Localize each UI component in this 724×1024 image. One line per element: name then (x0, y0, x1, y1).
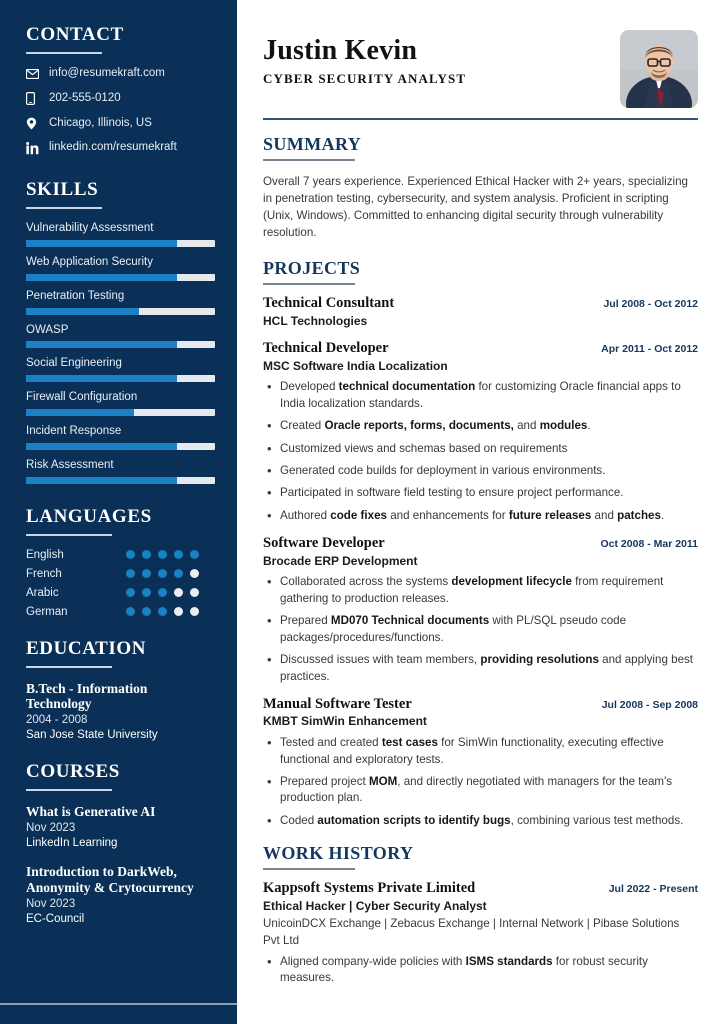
education-heading: EDUCATION (26, 637, 147, 659)
level-dot (190, 588, 199, 597)
contact-section (26, 24, 215, 155)
main-content (237, 0, 724, 1024)
language-level-dots (126, 607, 199, 616)
languages-heading: LANGUAGES (26, 505, 152, 527)
sidebar (0, 0, 237, 1024)
skill-progress-track (26, 341, 215, 348)
contact-item-linkedin[interactable] (26, 141, 215, 155)
skill-progress-track (26, 308, 215, 315)
level-dot (158, 607, 167, 616)
course-provider: EC-Council (26, 912, 85, 925)
language-label: German (26, 605, 68, 618)
skill-progress-fill (26, 240, 177, 247)
courses-list (26, 804, 215, 927)
education-school: San Jose State University (26, 729, 158, 742)
courses-heading: COURSES (26, 761, 120, 783)
entry-header (263, 535, 698, 552)
bullet-item: • Prepared project MOM, and directly negotiated with managers for the team's production plan. (280, 774, 698, 807)
skill-label: Firewall Configuration (26, 391, 138, 404)
bullet-item: • Authored code fixes and enhancements for future releases and patches. (280, 508, 698, 524)
work-role: Ethical Hacker | Cyber Security Analyst (263, 898, 487, 913)
skill-item (26, 425, 215, 450)
language-label: French (26, 567, 62, 580)
language-item (26, 568, 215, 580)
courses-section (26, 761, 215, 927)
work-entry (263, 880, 698, 986)
entry-date: Apr 2011 - Oct 2012 (601, 343, 698, 356)
skills-heading: SKILLS (26, 179, 99, 201)
projects-heading-rule (263, 283, 355, 285)
education-degree: B.Tech - Information Technology (26, 680, 148, 712)
course-title: What is Generative AI (26, 804, 156, 820)
entry-date: Jul 2008 - Sep 2008 (601, 699, 698, 712)
bullet-item: • Developed technical documentation for customizing Oracle financial apps to India localization standards. (280, 379, 698, 412)
bullet-item: • Aligned company-wide policies with ISMS standards for robust security measures. (280, 954, 698, 987)
project-entry (263, 295, 698, 329)
project-role: Technical Developer (263, 340, 389, 357)
skill-item (26, 459, 215, 484)
level-dot (126, 588, 135, 597)
language-item (26, 606, 215, 618)
skill-label: Web Application Security (26, 255, 153, 268)
languages-heading-rule (26, 534, 112, 536)
level-dot (174, 569, 183, 578)
skill-label: Penetration Testing (26, 289, 125, 302)
summary-heading: SUMMARY (263, 134, 362, 154)
avatar (620, 30, 698, 108)
contact-linkedin-text: linkedin.com/resumekraft (49, 141, 177, 154)
summary-heading-rule (263, 159, 355, 161)
skill-item (26, 391, 215, 416)
mobile-phone-icon (26, 92, 43, 105)
project-entry (263, 340, 698, 524)
skill-item (26, 256, 215, 281)
work-company: Kappsoft Systems Private Limited (263, 880, 476, 897)
skill-label: OWASP (26, 323, 69, 336)
resume-header (263, 22, 698, 108)
project-org: Brocade ERP Development (263, 553, 418, 568)
project-entry (263, 696, 698, 829)
skill-progress-track (26, 409, 215, 416)
skill-item (26, 357, 215, 382)
skill-item (26, 222, 215, 247)
course-item (26, 864, 215, 927)
level-dot (190, 569, 199, 578)
skill-item (26, 324, 215, 349)
bullet-item: • Customized views and schemas based on requirements (280, 441, 698, 457)
skill-progress-track (26, 240, 215, 247)
level-dot (158, 569, 167, 578)
work-history-list (263, 880, 698, 986)
bullet-item: • Created Oracle reports, forms, documents, and modules. (280, 418, 698, 434)
projects-list (263, 295, 698, 829)
page-break-line (0, 1003, 237, 1005)
bullet-item: • Discussed issues with team members, providing resolutions and applying best practices. (280, 652, 698, 685)
projects-heading: PROJECTS (263, 258, 361, 279)
education-item (26, 681, 215, 744)
language-label: English (26, 548, 64, 561)
skill-progress-fill (26, 274, 177, 281)
skills-section (26, 179, 215, 483)
level-dot (158, 550, 167, 559)
entry-header (263, 696, 698, 713)
education-list (26, 681, 215, 744)
skills-heading-rule (26, 207, 102, 209)
contact-item-phone[interactable] (26, 92, 215, 106)
entry-header (263, 340, 698, 357)
education-heading-rule (26, 666, 112, 668)
skill-progress-track (26, 274, 215, 281)
job-title: CYBER SECURITY ANALYST (263, 70, 467, 86)
language-item (26, 587, 215, 599)
languages-section (26, 506, 215, 618)
skill-progress-track (26, 443, 215, 450)
bullet-item: • Generated code builds for deployment in various environments. (280, 463, 698, 479)
level-dot (142, 588, 151, 597)
bullet-item: • Tested and created test cases for SimWin functionality, executing effective functional and exploratory tests. (280, 735, 698, 768)
skill-label: Incident Response (26, 424, 122, 437)
entry-bullet-list (263, 379, 698, 524)
courses-heading-rule (26, 789, 112, 791)
project-org: KMBT SimWin Enhancement (263, 714, 427, 729)
entry-header (263, 295, 698, 312)
skill-item (26, 290, 215, 315)
contact-location-text: Chicago, Illinois, US (49, 116, 152, 129)
language-level-dots (126, 588, 199, 597)
summary-text: Overall 7 years experience. Experienced Ethical Hacker with 2+ years, specializing in penetration testing, cybersecurity, and system analysis. Proficient in scripting (Unix, Windows). Committed to enhancing digital security through vulnerability resolution. (263, 174, 688, 240)
level-dot (190, 550, 199, 559)
skill-progress-fill (26, 477, 177, 484)
summary-section (263, 134, 698, 241)
entry-bullet-list (263, 735, 698, 829)
entry-date: Jul 2022 - Present (608, 883, 698, 896)
education-section (26, 638, 215, 744)
entry-bullet-list (263, 574, 698, 685)
skill-progress-fill (26, 375, 177, 382)
contact-list (26, 67, 215, 155)
course-title: Introduction to DarkWeb, Anonymity & Crytocurrency (26, 864, 194, 895)
education-years: 2004 - 2008 (26, 714, 88, 727)
entry-date: Jul 2008 - Oct 2012 (603, 298, 698, 311)
work-history-heading: WORK HISTORY (263, 843, 414, 864)
level-dot (126, 550, 135, 559)
contact-email-text: info@resumekraft.com (49, 67, 165, 79)
header-divider (263, 118, 698, 120)
work-history-section (263, 843, 698, 986)
linkedin-icon (26, 142, 43, 155)
page-title: Justin Kevin (263, 35, 418, 66)
skill-label: Vulnerability Assessment (26, 222, 154, 235)
level-dot (142, 550, 151, 559)
envelope-icon (26, 69, 43, 79)
project-org: HCL Technologies (263, 313, 368, 328)
skill-progress-fill (26, 308, 139, 315)
work-history-heading-rule (263, 868, 355, 870)
course-date: Nov 2023 (26, 897, 76, 910)
bullet-item: • Coded automation scripts to identify bugs, combining various test methods. (280, 813, 698, 829)
project-role: Technical Consultant (263, 295, 395, 312)
skill-progress-track (26, 375, 215, 382)
skill-label: Social Engineering (26, 357, 122, 370)
skills-list (26, 222, 215, 483)
level-dot (142, 607, 151, 616)
level-dot (174, 607, 183, 616)
contact-phone-text: 202-555-0120 (49, 91, 121, 104)
contact-item-email[interactable] (26, 67, 215, 81)
contact-item-location[interactable] (26, 117, 215, 131)
projects-section (263, 258, 698, 829)
location-pin-icon (26, 117, 43, 130)
skill-progress-fill (26, 341, 177, 348)
project-role: Software Developer (263, 535, 385, 552)
language-label: Arabic (26, 586, 59, 599)
language-level-dots (126, 569, 199, 578)
level-dot (126, 569, 135, 578)
language-level-dots (126, 550, 199, 559)
contact-heading-rule (26, 52, 102, 54)
level-dot (142, 569, 151, 578)
project-role: Manual Software Tester (263, 696, 412, 713)
level-dot (158, 588, 167, 597)
bullet-item: • Prepared MD070 Technical documents with PL/SQL pseudo code packages/procedures/functions. (280, 613, 698, 646)
level-dot (126, 607, 135, 616)
project-entry (263, 535, 698, 685)
skill-progress-track (26, 477, 215, 484)
course-date: Nov 2023 (26, 822, 76, 835)
course-provider: LinkedIn Learning (26, 837, 118, 850)
entry-header (263, 880, 698, 897)
project-org: MSC Software India Localization (263, 358, 448, 373)
entry-subtext: UnicoinDCX Exchange | Zebacus Exchange | Internal Network | Pibase Solutions Pvt Ltd (263, 917, 680, 947)
contact-heading: CONTACT (26, 24, 124, 45)
skill-label: Risk Assessment (26, 458, 114, 471)
header-text-block (263, 22, 466, 87)
course-item (26, 804, 215, 851)
languages-list (26, 549, 215, 618)
level-dot (174, 588, 183, 597)
skill-progress-fill (26, 443, 177, 450)
level-dot (190, 607, 199, 616)
entry-date: Oct 2008 - Mar 2011 (600, 538, 698, 551)
language-item (26, 549, 215, 561)
bullet-item: • Collaborated across the systems development lifecycle from requirement gathering to production releases. (280, 574, 698, 607)
level-dot (174, 550, 183, 559)
bullet-item: • Participated in software field testing to ensure project performance. (280, 485, 698, 501)
entry-bullet-list (263, 954, 698, 987)
skill-progress-fill (26, 409, 134, 416)
